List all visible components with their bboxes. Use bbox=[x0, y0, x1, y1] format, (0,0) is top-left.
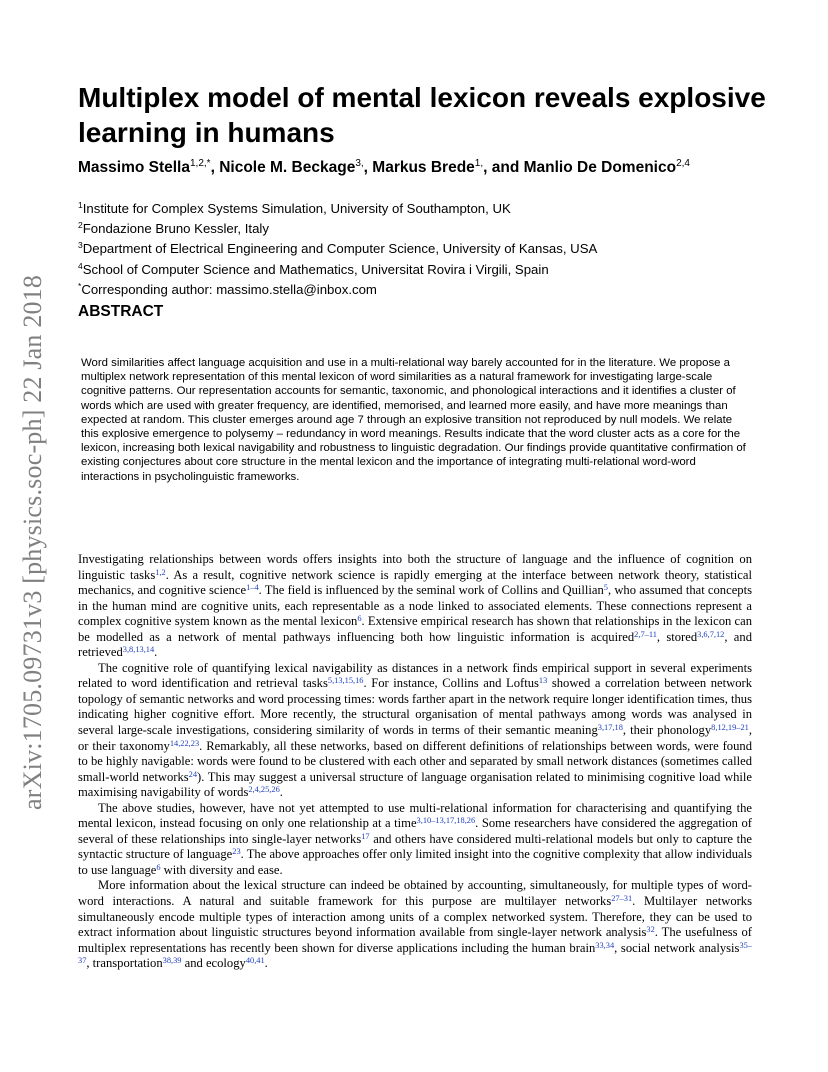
paragraph-text: . Some researchers have considered the aggregation of several of these relationships into single-layer networks bbox=[78, 816, 753, 846]
author-name: Markus Brede bbox=[372, 159, 475, 177]
paragraph-text: . Multilayer networks simultaneously encode multiple types of interaction among units of a complex networked system. Therefore, they can be used to extract information about linguistic structures beyond information available from single-layer network analysis bbox=[78, 894, 753, 940]
author-separator: , bbox=[210, 159, 220, 177]
body-paragraph bbox=[78, 878, 752, 971]
author-name: Massimo Stella bbox=[78, 159, 190, 177]
citation-link[interactable]: 3,6,7,12 bbox=[697, 629, 725, 639]
paragraph-text: ). This may suggest a universal structure of language organisation related to minimising cognitive load while maximising navigability of words bbox=[78, 769, 752, 800]
affiliation-line bbox=[78, 197, 768, 217]
citation-link[interactable]: 6 bbox=[357, 614, 362, 624]
paragraph-text: More information about the lexical structure can indeed be obtained by accounting, simultaneously, for multiple types of word-word interactions. A natural and suitable framework for this purpose are multilayer networks bbox=[78, 878, 752, 909]
citation-link[interactable]: 3,8,13,14 bbox=[122, 645, 155, 655]
citation-link[interactable]: 6 bbox=[156, 862, 161, 872]
citation-link[interactable]: 33,34 bbox=[595, 940, 615, 950]
author-affiliation-marker: 1, bbox=[474, 158, 484, 169]
affiliation-line bbox=[78, 278, 768, 298]
paragraph-text: and others have considered multi-relational models but only to capture the syntactic structure of language bbox=[78, 831, 752, 862]
paragraph-text: , their phonology bbox=[622, 723, 712, 738]
affiliation-list bbox=[78, 197, 768, 298]
arxiv-identifier-stamp: arXiv:1705.09731v3 [physics.soc-ph] 22 Jan 2018 bbox=[18, 274, 47, 810]
author-name: Manlio De Domenico bbox=[523, 159, 677, 177]
paragraph-text: The above studies, however, have not yet attempted to use multi-relational information for characterising and quantifying the mental lexicon, instead focusing on only one relationship at a time bbox=[78, 800, 752, 831]
citation-link[interactable]: 3,10–13,17,18,26 bbox=[416, 816, 476, 826]
paragraph-text: , transportation bbox=[86, 956, 163, 971]
affiliation-line bbox=[78, 258, 768, 278]
affiliation-text: Corresponding author: massimo.stella@inbox.com bbox=[81, 281, 377, 297]
body-paragraph bbox=[78, 552, 752, 661]
paragraph-text: . bbox=[279, 785, 283, 800]
affiliation-line bbox=[78, 237, 768, 257]
paragraph-text: . The field is influenced by the seminal work of Collins and Quillian bbox=[258, 583, 604, 598]
paragraph-text: . As a result, cognitive network science is rapidly emerging at the interface between network theory, statistical mechanics, and cognitive science bbox=[78, 567, 752, 598]
citation-link[interactable]: 1,2 bbox=[155, 567, 166, 577]
author-affiliation-marker: 1,2,* bbox=[190, 158, 211, 169]
affiliation-marker: 4 bbox=[78, 260, 83, 271]
paragraph-text: , and retrieved bbox=[78, 629, 752, 660]
affiliation-line bbox=[78, 217, 768, 237]
paragraph-text: . bbox=[154, 645, 158, 660]
citation-link[interactable]: 24 bbox=[188, 769, 198, 779]
author-separator: , bbox=[363, 159, 373, 177]
author-name: Nicole M. Beckage bbox=[219, 159, 356, 177]
body-paragraph bbox=[78, 801, 752, 879]
paragraph-text: . For instance, Collins and Loftus bbox=[363, 676, 539, 691]
paragraph-text: , stored bbox=[656, 629, 698, 644]
affiliation-text: School of Computer Science and Mathematics, Universitat Rovira i Virgili, Spain bbox=[82, 261, 549, 277]
citation-link[interactable]: 38,39 bbox=[162, 956, 182, 966]
affiliation-marker: 3 bbox=[78, 240, 83, 251]
affiliation-marker: * bbox=[78, 280, 82, 291]
paper-title: Multiplex model of mental lexicon reveals explosive learning in humans bbox=[78, 82, 766, 148]
paragraph-text: . Remarkably, all these networks, based on different definitions of relationships between words, were found to be highly navigable: words were found to be clustered with each other and separated by small network distances (sometimes called small-world networks bbox=[78, 738, 752, 784]
paragraph-text: , social network analysis bbox=[614, 940, 740, 955]
citation-link[interactable]: 27–31 bbox=[611, 894, 633, 904]
paragraph-text: . The usefulness of multiplex representations has recently been shown for diverse applications including the human brain bbox=[78, 925, 752, 955]
body-text bbox=[78, 552, 752, 972]
citation-link[interactable]: 23 bbox=[232, 847, 241, 857]
abstract-text: Word similarities affect language acquisition and use in a multi-relational way barely accounted for in the literature. We propose a multiplex network representation of this mental lexicon of word similarities as a natural framework for investigating large-scale cognitive patterns. Our representation accounts for semantic, taxonomic, and phonological interactions and it identifies a cluster of words which are used with greater frequency, are identified, memorised, and learned more easily, and have more meanings than expected at random. This cluster emerges around age 7 through an explosive transition not reproduced by null models. We relate this explosive emergence to polysemy – redundancy in word meanings. Results indicate that the word cluster acts as a core for the lexicon, increasing both lexical navigability and robustness to linguistic degradation. Our findings provide quantitative confirmation of existing conjectures about core structure in the mental lexicon and the importance of integrating multi-relational word-word interactions in psycholinguistic frameworks. bbox=[81, 357, 746, 483]
affiliation-marker: 2 bbox=[78, 220, 83, 231]
author-separator: , and bbox=[483, 159, 524, 177]
paragraph-text: . bbox=[264, 956, 268, 971]
author-list bbox=[78, 158, 768, 177]
affiliation-text: Department of Electrical Engineering and Computer Science, University of Kansas, USA bbox=[82, 241, 598, 257]
paragraph-text: showed a correlation between network topology of semantic networks and word processing times: words farther apart in the network require longer identification times, thus indicating higher cognitive effort. More recently, the structural organisation of mental pathways among words was analysed in several large-scale investigations, considering similarity of words in terms of their semantic meaning bbox=[78, 676, 752, 738]
affiliation-marker: 1 bbox=[78, 200, 83, 210]
citation-link[interactable]: 17 bbox=[361, 831, 370, 841]
abstract-heading: ABSTRACT bbox=[78, 303, 164, 320]
citation-link[interactable]: 35–37 bbox=[78, 940, 752, 966]
paragraph-text: Investigating relationships between words offers insights into both the structure of language and the influence of cognition on linguistic tasks bbox=[78, 552, 752, 582]
citation-link[interactable]: 1–4 bbox=[246, 583, 259, 593]
citation-link[interactable]: 2,7–11 bbox=[634, 629, 657, 639]
citation-link[interactable]: 40,41 bbox=[245, 956, 265, 966]
paragraph-text: , or their taxonomy bbox=[78, 723, 752, 753]
author-affiliation-marker: 2,4 bbox=[676, 158, 690, 169]
paragraph-text: . The above approaches offer only limited insight into the cognitive complexity that allow individuals to use language bbox=[78, 847, 752, 877]
affiliation-text: Institute for Complex Systems Simulation, University of Southampton, UK bbox=[82, 201, 511, 216]
citation-link[interactable]: 2,4,25,26 bbox=[248, 785, 280, 795]
paragraph-text: , who assumed that concepts in the human mind are cognitive units, each representable as a node linked to associated elements. These connections represent a complex cognitive system known as the mental lexicon bbox=[78, 583, 752, 629]
body-paragraph bbox=[78, 661, 752, 801]
citation-link[interactable]: 13 bbox=[538, 676, 548, 686]
citation-link[interactable]: 5,13,15,16 bbox=[327, 676, 364, 686]
paragraph-text: with diversity and ease. bbox=[160, 862, 283, 877]
paragraph-text: The cognitive role of quantifying lexical navigability as distances in a network finds empirical support in several experiments related to word identification and retrieval tasks bbox=[78, 660, 752, 691]
citation-link[interactable]: 8,12,19–21 bbox=[711, 723, 749, 733]
citation-link[interactable]: 14,22,23 bbox=[169, 738, 200, 748]
citation-link[interactable]: 32 bbox=[646, 925, 655, 935]
author-affiliation-marker: 3, bbox=[355, 158, 364, 169]
paragraph-text: and ecology bbox=[181, 956, 246, 971]
paragraph-text: . Extensive empirical research has shown that relationships in the lexicon can be modelled as a network of mental pathways influencing both how linguistic information is acquired bbox=[78, 614, 752, 644]
citation-link[interactable]: 5 bbox=[603, 583, 608, 593]
affiliation-text: Fondazione Bruno Kessler, Italy bbox=[82, 221, 269, 237]
citation-link[interactable]: 3,17,18 bbox=[597, 723, 623, 733]
